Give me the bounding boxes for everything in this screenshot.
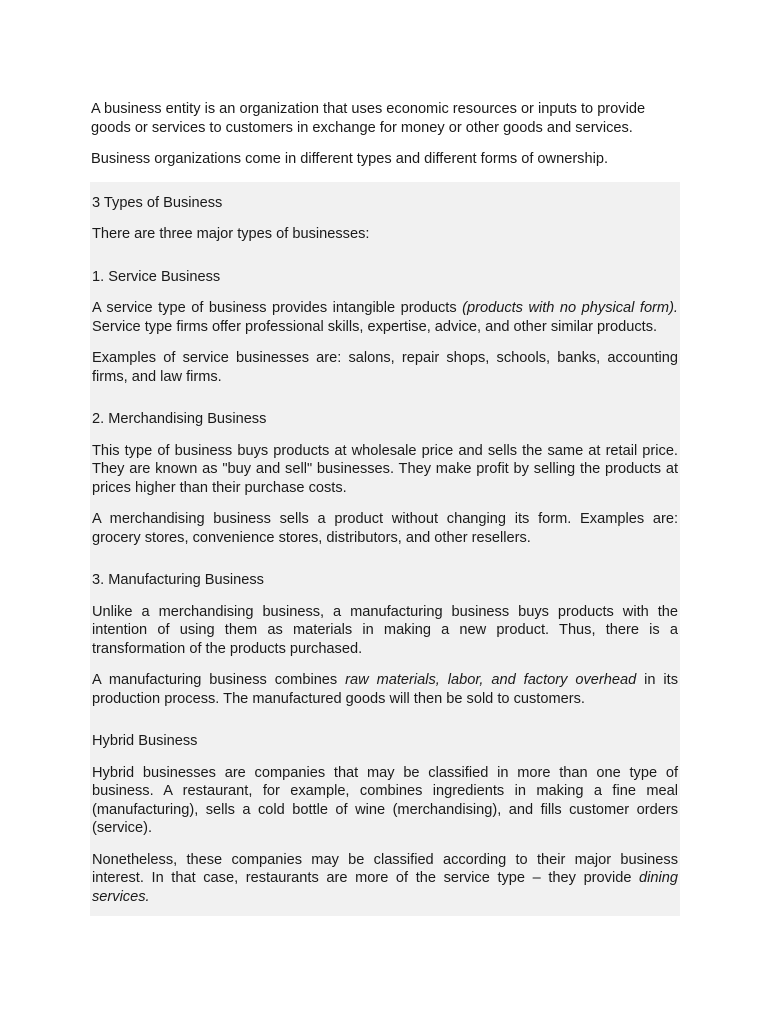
- merchandising-paragraph-1: This type of business buys products at wholesale price and sells the same at retail price. They are known as "buy and sell" businesses. They make profit by selling the products at prices higher than their purchase costs.: [92, 442, 678, 496]
- hybrid-emphasis: dining services.: [92, 870, 678, 905]
- intro-section: [90, 100, 680, 169]
- manufacturing-emphasis: raw materials, labor, and factory overhead: [345, 672, 637, 688]
- section-lead: There are three major types of businesses:: [92, 226, 370, 242]
- service-heading: 1. Service Business: [92, 268, 221, 285]
- hybrid-heading: Hybrid Business: [92, 733, 198, 749]
- document-page: [90, 100, 680, 916]
- hybrid-paragraph-1: Hybrid businesses are companies that may be classified in more than one type of business. A restaurant, for example, combines ingredients in making a fine meal (manufacturing), sells a cold bottle of wine (merchandising), and fills customer orders (service).: [92, 764, 678, 836]
- manufacturing-paragraph-1: Unlike a merchandising business, a manufacturing business buys products with the intention of using them as materials in making a new product. Thus, there is a transformation of the products purchased.: [92, 603, 678, 657]
- types-of-business-section: [90, 182, 680, 917]
- intro-paragraph-1: A business entity is an organization that uses economic resources or inputs to provide goods or services to customers in exchange for money or other goods and services.: [91, 101, 646, 136]
- merchandising-heading: 2. Merchandising Business: [92, 411, 267, 427]
- service-emphasis: (products with no physical form).: [462, 300, 678, 316]
- service-paragraph-1: A service type of business provides intangible products (products with no physical form). Service type firms offer professional skills, expertise, advice, and other similar products.: [92, 300, 678, 335]
- section-title: 3 Types of Business: [92, 194, 223, 211]
- hybrid-paragraph-2: Nonetheless, these companies may be classified according to their major business interest. In that case, restaurants are more of the service type – they provide dining services.: [92, 851, 678, 905]
- merchandising-paragraph-2: A merchandising business sells a product without changing its form. Examples are: grocery stores, convenience stores, distributors, and other resellers.: [92, 511, 678, 546]
- intro-paragraph-2: Business organizations come in different types and different forms of ownership.: [91, 151, 609, 167]
- service-paragraph-2: Examples of service businesses are: salons, repair shops, schools, banks, accounting firms, and law firms.: [92, 350, 678, 385]
- manufacturing-heading: 3. Manufacturing Business: [92, 572, 264, 588]
- manufacturing-paragraph-2: A manufacturing business combines raw materials, labor, and factory overhead in its production process. The manufactured goods will then be sold to customers.: [92, 672, 678, 707]
